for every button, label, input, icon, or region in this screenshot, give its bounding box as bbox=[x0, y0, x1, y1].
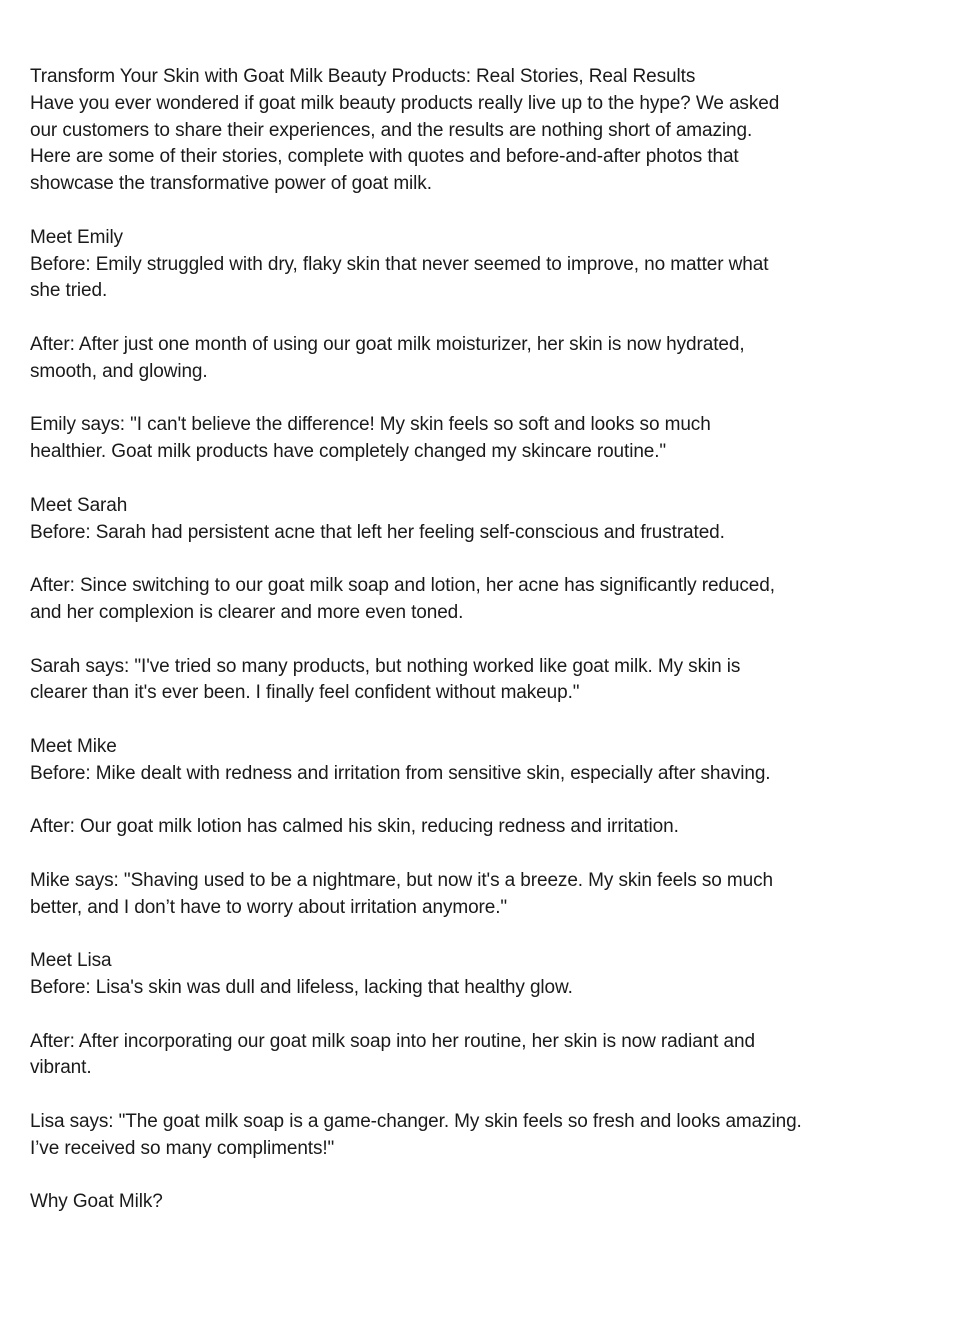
after-text: vibrant. bbox=[30, 1057, 92, 1079]
before-text: Before: Mike dealt with redness and irritation from sensitive skin, especially after shaving. bbox=[30, 762, 771, 784]
story-mike-quote bbox=[30, 868, 930, 922]
story-emily-before bbox=[30, 225, 930, 305]
before-text: she tried. bbox=[30, 280, 108, 302]
story-emily-after bbox=[30, 332, 930, 386]
quote-text: Lisa says: "The goat milk soap is a game-changer. My skin feels so fresh and looks amazing. bbox=[30, 1111, 802, 1133]
story-heading: Meet Emily bbox=[30, 226, 123, 248]
story-emily-quote bbox=[30, 412, 930, 466]
story-mike-after bbox=[30, 814, 930, 841]
intro-line: Have you ever wondered if goat milk beauty products really live up to the hype? We asked bbox=[30, 92, 780, 114]
after-text: After: After incorporating our goat milk soap into her routine, her skin is now radiant and bbox=[30, 1030, 755, 1052]
quote-text: Mike says: "Shaving used to be a nightmare, but now it's a breeze. My skin feels so much bbox=[30, 869, 773, 891]
story-sarah-quote bbox=[30, 654, 930, 708]
quote-text: Sarah says: "I've tried so many products, but nothing worked like goat milk. My skin is bbox=[30, 655, 741, 677]
document-page bbox=[30, 64, 930, 1243]
story-heading: Meet Mike bbox=[30, 735, 117, 757]
document-title: Transform Your Skin with Goat Milk Beauty Products: Real Stories, Real Results bbox=[30, 66, 696, 87]
story-lisa-before bbox=[30, 948, 930, 1002]
intro-section bbox=[30, 64, 930, 198]
after-text: After: Since switching to our goat milk soap and lotion, her acne has significantly reduced, bbox=[30, 575, 775, 597]
after-text: and her complexion is clearer and more even toned. bbox=[30, 601, 464, 623]
before-text: Before: Sarah had persistent acne that left her feeling self-conscious and frustrated. bbox=[30, 521, 725, 543]
quote-text: Emily says: "I can't believe the difference! My skin feels so soft and looks so much bbox=[30, 414, 711, 436]
before-text: Before: Lisa's skin was dull and lifeless, lacking that healthy glow. bbox=[30, 977, 573, 999]
story-lisa-after bbox=[30, 1029, 930, 1083]
intro-line: our customers to share their experiences, and the results are nothing short of amazing. bbox=[30, 119, 753, 141]
after-text: After: After just one month of using our goat milk moisturizer, her skin is now hydrated, bbox=[30, 333, 745, 355]
closing-section bbox=[30, 1189, 930, 1216]
story-sarah-after bbox=[30, 573, 930, 627]
after-text: After: Our goat milk lotion has calmed his skin, reducing redness and irritation. bbox=[30, 816, 679, 838]
closing-heading: Why Goat Milk? bbox=[30, 1191, 163, 1213]
story-heading: Meet Lisa bbox=[30, 950, 112, 972]
before-text: Before: Emily struggled with dry, flaky skin that never seemed to improve, no matter what bbox=[30, 253, 769, 275]
intro-line: Here are some of their stories, complete with quotes and before-and-after photos that bbox=[30, 146, 739, 168]
story-mike-before bbox=[30, 734, 930, 788]
quote-text: I’ve received so many compliments!" bbox=[30, 1137, 335, 1159]
quote-text: clearer than it's ever been. I finally feel confident without makeup." bbox=[30, 682, 580, 704]
story-lisa-quote bbox=[30, 1109, 930, 1163]
intro-line: showcase the transformative power of goat milk. bbox=[30, 173, 432, 195]
quote-text: better, and I don’t have to worry about irritation anymore." bbox=[30, 896, 508, 918]
after-text: smooth, and glowing. bbox=[30, 360, 208, 382]
story-sarah-before bbox=[30, 493, 930, 547]
story-heading: Meet Sarah bbox=[30, 494, 128, 516]
quote-text: healthier. Goat milk products have completely changed my skincare routine." bbox=[30, 441, 667, 463]
